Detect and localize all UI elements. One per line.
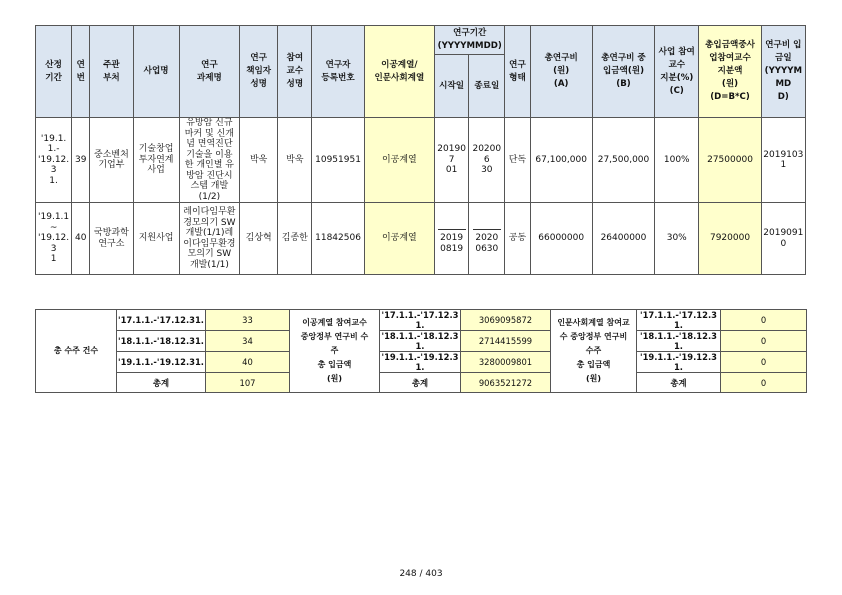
cell-serial: 39 [72,118,90,203]
underline-mark [473,224,501,230]
cell-period: '19.1.1.- '19.12.3 1. [36,118,72,203]
summary-hum-amount: 0 [721,310,807,331]
summary-period: '18.1.1.-'18.12.31. [117,331,206,352]
header-serial: 연 번 [72,26,90,118]
header-deposit-date: 연구비 입 금일 (YYYYMMD D) [761,26,805,118]
cell-share-amount: 7920000 [699,203,761,275]
cell-share-pct: 30% [655,203,699,275]
summary-count: 33 [206,310,290,331]
table-row [36,203,806,275]
header-dept: 주관 부처 [90,26,133,118]
header-period: 산정 기간 [36,26,72,118]
cell-reg-no: 11842506 [312,203,364,275]
cell-serial: 40 [72,203,90,275]
header-end: 종료일 [469,55,505,118]
cell-field: 이공계열 [364,203,434,275]
summary-total-label: 총계 [637,373,721,393]
cell-field: 이공계열 [364,118,434,203]
cell-central-fund: 26400000 [592,203,654,275]
summary-period: '18.1.1.-'18.12.31. [637,331,721,352]
cell-task: 레이다임무환 경모의기 SW 개발(1/1)레 이다임무환경 모의기 SW 개발(1/1) [179,203,239,275]
summary-sci-label: 이공계열 참여교수 중앙정부 연구비 수 주 총 입금액 (원) [290,310,380,393]
header-pi: 연구 책임자 성명 [240,26,278,118]
cell-central-fund: 27,500,000 [592,118,654,203]
cell-share-pct: 100% [655,118,699,203]
summary-sci-amount: 3069095872 [461,310,551,331]
header-program: 사업명 [133,26,179,118]
summary-period: '19.1.1.-'19.12.31. [380,352,461,373]
page-number: 248 / 403 [399,569,443,579]
cell-share-amount: 27500000 [699,118,761,203]
cell-program: 기술창업 투자연계 사업 [133,118,179,203]
cell-total-fund: 66000000 [530,203,592,275]
cell-deposit-date: 2019091 0 [761,203,805,275]
summary-period: '19.1.1.-'19.12.31. [637,352,721,373]
cell-start: 201907 01 [435,118,469,203]
cell-task: 유방암 신규 마커 및 신개 념 면역진단 기술을 이용 한 개인별 유 방암 진단시 스템 개발 (1/2) [179,118,239,203]
cell-end: 2020 0630 [469,203,505,275]
header-prof: 참여 교수 성명 [278,26,312,118]
cell-pi: 김상혁 [240,203,278,275]
summary-hum-amount: 0 [721,352,807,373]
summary-table [35,309,807,393]
cell-deposit-date: 2019103 1 [761,118,805,203]
summary-period: '17.1.1.-'17.12.31. [637,310,721,331]
header-type: 연구 형태 [505,26,530,118]
table-row [36,118,806,203]
summary-hum-label: 인문사회계열 참여교 수 중앙정부 연구비 수주 총 입금액 (원) [551,310,637,393]
summary-period: '19.1.1.-'19.12.31. [117,352,206,373]
header-share-amount: 총입금액중사 업참여교수 지분액 (원) (D=B*C) [699,26,761,118]
header-central-fund: 총연구비 중 입금액(원) (B) [592,26,654,118]
cell-program: 지원사업 [133,203,179,275]
summary-total-label: 총계 [380,373,461,393]
cell-period: '19.1.1~ '19.12.3 1 [36,203,72,275]
summary-count: 34 [206,331,290,352]
cell-type: 단독 [505,118,530,203]
header-field: 이공계열/ 인문사회계열 [364,26,434,118]
cell-end: 202006 30 [469,118,505,203]
summary-sci-amount: 2714415599 [461,331,551,352]
cell-dept: 중소벤처 기업부 [90,118,133,203]
cell-type: 공동 [505,203,530,275]
cell-dept: 국방과학 연구소 [90,203,133,275]
header-reg-no: 연구자 등록번호 [312,26,364,118]
summary-count-total: 107 [206,373,290,393]
header-start: 시작일 [435,55,469,118]
summary-hum-total: 0 [721,373,807,393]
summary-count: 40 [206,352,290,373]
summary-hum-amount: 0 [721,331,807,352]
cell-total-fund: 67,100,000 [530,118,592,203]
summary-total-label: 총계 [117,373,206,393]
header-research-period: 연구기간 (YYYYMMDD) [435,26,505,55]
research-fund-table [35,25,806,275]
header-share-pct: 사업 참여 교수 지분(%) (C) [655,26,699,118]
cell-prof: 김종한 [278,203,312,275]
summary-period: '18.1.1.-'18.12.31. [380,331,461,352]
header-total-fund: 총연구비 (원) (A) [530,26,592,118]
cell-reg-no: 10951951 [312,118,364,203]
header-task: 연구 과제명 [179,26,239,118]
summary-count-label: 총 수주 건수 [36,310,117,393]
cell-pi: 박욱 [240,118,278,203]
cell-start: 2019 0819 [435,203,469,275]
summary-period: '17.1.1.-'17.12.31. [380,310,461,331]
underline-mark [438,224,466,230]
cell-prof: 박욱 [278,118,312,203]
summary-sci-amount: 3280009801 [461,352,551,373]
summary-sci-total: 9063521272 [461,373,551,393]
summary-period: '17.1.1.-'17.12.31. [117,310,206,331]
